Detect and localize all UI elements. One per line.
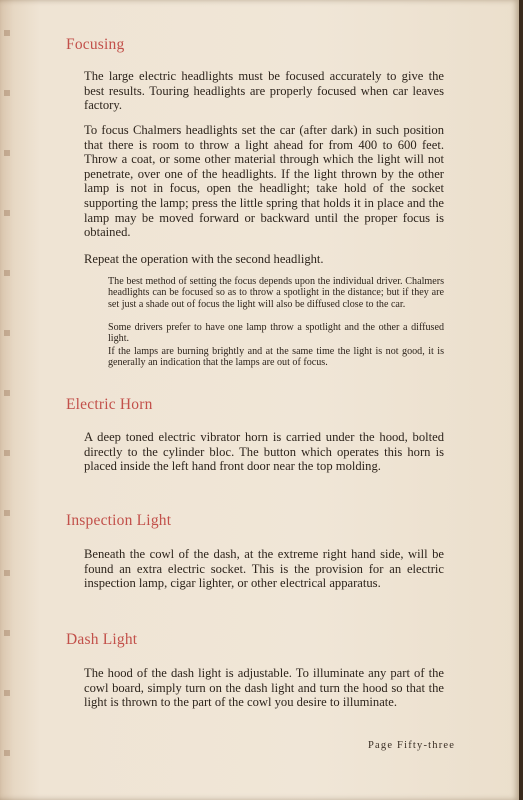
heading-inspection-light: Inspection Light [66,512,172,529]
focusing-paragraph-2: To focus Chalmers headlights set the car (after dark) in such position that there is room to throw a light ahead for from 400 to 600 feet. Throw a coat, or some other material through which the light will not penetrate, over one of the headlights. If the light thrown by the other lamp is not in focus, open the headlight; take hold of the socket supporting the lamp; press the little spring that holds it in place and the lamp may be moved forward or backward until the proper focus is obtained. [84,123,444,240]
page-binding-edge [4,0,10,800]
focusing-note-2: Some drivers prefer to have one lamp throw a spotlight and the other a diffused light. [108,322,444,345]
heading-focusing: Focusing [66,36,125,53]
inspection-light-paragraph: Beneath the cowl of the dash, at the extreme right hand side, will be found an extra electric socket. This is the provision for an electric inspection lamp, cigar lighter, or other electrical apparatus. [84,547,444,591]
focusing-note-1: The best method of setting the focus depends upon the individual driver. Chalmers headlights can be focused so as to throw a spotlight in the distance; but if they are set just a shade out of focus the light will also be diffused close to the car. [108,276,444,310]
heading-dash-light: Dash Light [66,631,138,648]
page-number: Page Fifty-three [368,740,456,751]
electric-horn-paragraph: A deep toned electric vibrator horn is carried under the hood, bolted directly to the cylinder bloc. The button which operates this horn is placed inside the left hand front door near the top molding. [84,430,444,474]
heading-electric-horn: Electric Horn [66,396,153,413]
focusing-note-3: If the lamps are burning brightly and at the same time the light is not good, it is generally an indication that the lamps are out of focus. [108,346,444,369]
dash-light-paragraph: The hood of the dash light is adjustable. To illuminate any part of the cowl board, simply turn on the dash light and turn the hood so that the light is thrown to the part of the cowl you desire to illuminate. [84,666,444,710]
focusing-paragraph-3: Repeat the operation with the second headlight. [84,252,324,266]
focusing-paragraph-1: The large electric headlights must be focused accurately to give the best results. Touring headlights are properly focused when car leaves factory. [84,69,444,113]
